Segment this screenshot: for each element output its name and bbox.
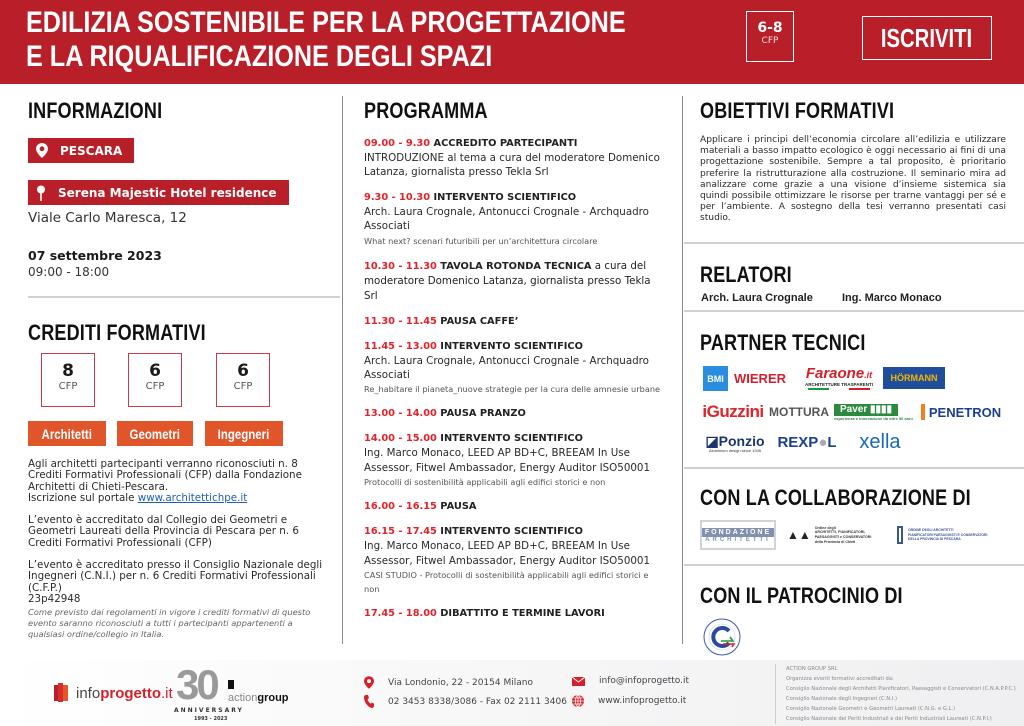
credit-box-ingegneri [216,353,270,407]
collaborazione-separator [684,564,1024,566]
logo-faraone: Faraone.it ARCHITETTURE TRASPARENTI [793,364,885,392]
program-title: PAUSA [440,501,477,513]
program-speaker: Ing. Marco Monaco, LEED AP BD+C, BREEAM In Use Assessor, Fitwel Ambassador, Energy Auditor ISO50001 [364,447,651,474]
program-item-header [364,500,664,514]
brand1-prefix: info [76,684,101,702]
event-hours: 09:00 - 18:00 [28,265,110,279]
company-line: Consiglio Nazionale degli Architetti Pianificatori, Paesaggisti e Conservatori (C.N.A.P.P.C.) [786,686,1016,692]
city-name: PESCARA [60,143,123,158]
program-title: INTERVENTO SCIENTIFICO [440,340,583,352]
credits-architetti-text [28,459,328,505]
profession-architetti [28,421,106,446]
program-item-header [364,137,664,151]
program-speaker: Ing. Marco Monaco, LEED AP BD+C, BREEAM In Use Assessor, Fitwel Ambassador, Energy Auditor ISO50001 [364,540,651,567]
program-time: 11.30 - 11.45 [364,315,437,327]
website-text: www.infoprogetto.it [598,696,687,706]
obiettivi-separator [684,242,1024,244]
program-item [364,500,664,514]
program-item [364,607,664,621]
program-speaker: Arch. Laura Crognale, Antonucci Crognale - Archquadro Associati [364,205,649,233]
anniversary-label: ANNIVERSARY [174,707,244,714]
program-time: 09.00 - 9.30 [364,138,431,149]
partner-separator [684,467,1024,469]
program-topic: What next? scenari futuribili per un’architettura circolare [364,235,598,246]
relatore-name: Arch. Laura Crognale [701,292,813,304]
infoprogetto-logo [52,682,173,704]
phone-icon [364,695,374,708]
company-line: Consiglio Nazionale degli Ingegneri (C.N.I.) [786,696,898,702]
program-topic: CASI STUDIO - Protocolli di sostenibilità applicabili agli edifici storici e non [364,570,649,595]
action-group-info [775,664,1016,724]
logo-hormann: HÖRMANN [883,367,945,389]
program-item [364,525,664,596]
programma-heading: PROGRAMMA [364,98,488,123]
obiettivi-text: Applicare i principi dell’economia circolare all’edilizia e utilizzare materiali a basso impatto ecologico è oggi necessario ai fini di una progettazione sostenibile. Sempre a tal proposito, è prioritario preferire la ristrutturazione alla costruzione. Il seminario mira ad analizzare come grazie a una visione d’insieme sistemica sia quindi possibile ottimizzare le risorse per trarne vantaggi per sé e per l’ambiente. A sostegno della tesi verranno presentati casi studio. [700,135,1006,224]
event-title [26,6,626,74]
program-item [364,137,664,180]
logo-fondazione-architetti [700,520,776,550]
company-line: Consiglio Nazionale dei Periti Industriali e dei Periti Industriali Laureati (C.N.P.I.) [786,716,992,722]
program-title: PAUSA PRANZO [440,408,526,420]
collaborazione-heading: CON LA COLLABORAZIONE DI [700,485,971,510]
obiettivi-heading: OBIETTIVI FORMATIVI [700,98,895,123]
program-item-header [364,525,664,539]
logo-ordine-pescara [897,524,1012,546]
location-pin-icon [36,143,48,158]
info-heading: INFORMAZIONI [28,98,163,123]
credit-value: 8 [62,361,74,381]
fondazione-line1: FONDAZIONE [702,528,774,537]
column-divider-1 [342,96,343,644]
location-pin-icon [364,676,374,689]
email-text: info@infoprogetto.it [599,676,690,686]
program-time: 10.30 - 11.30 [364,260,437,272]
cfp-unit: CFP [761,36,779,46]
profession-label: Architetti [41,425,93,442]
program-item-header [364,259,664,304]
venue-tag [28,180,289,205]
program-item [364,315,664,329]
profession-label: Ingegneri [218,425,270,442]
program-speaker: Arch. Laura Crognale, Antonucci Crognale - Archquadro Associati [364,354,649,382]
program-time: 14.00 - 15.00 [364,433,437,445]
footer-phone [364,695,567,708]
patrocinio-seal-logo [701,617,743,657]
column-divider-2 [682,96,683,644]
program-item-header [364,407,664,421]
program-title: PAUSA CAFFE’ [440,315,519,327]
program-title-suffix: a cura del moderatore Domenico Latanza, giornalista presso Tekla Srl [364,259,651,302]
credit-value: 6 [237,361,249,381]
logo-penetron: PENETRON [918,401,1004,423]
infoprogetto-mark-icon [52,682,70,704]
program-item-header [364,191,664,205]
city-tag [28,138,134,163]
credits-geometri-text: L’evento è accreditato dal Collegio dei Geometri e Geometri Laureati della Provincia di Pescara per n. 6 Crediti Formativi Professionali (CFP) [28,514,299,549]
brand1-suffix: .it [161,684,173,702]
ingegneri-text: L’evento è accreditato presso il Consiglio Nazionale degli Ingegneri (C.N.I.) per n. 6 Crediti Formativi Professionali (C.F.P.) [28,559,323,594]
pescara-line: ORDINE DEGLI ARCHITETTI [908,528,954,533]
profession-ingegneri [205,421,283,446]
patrocinio-heading: CON IL PATROCINIO DI [700,583,903,608]
portal-prefix: Iscrizione sul portale [28,492,138,505]
program-time: 9.30 - 10.30 [364,191,431,203]
brand2-light: action [228,692,258,704]
pushpin-icon [36,185,46,201]
header-banner [0,0,1024,84]
chieti-line: Ordine degli [814,525,836,530]
chieti-line: PAESAGGISTI e CONSERVATORI [814,535,872,539]
profession-label: Geometri [129,425,181,442]
company-line: ACTION GROUP SRL [786,666,838,672]
relatore-name: Ing. Marco Monaco [842,292,942,304]
credits-ingegneri-text [28,560,328,606]
phone-text: 02 3453 8338/3086 - Fax 02 2111 3406 [388,696,567,707]
program-item [364,259,664,304]
logo-ordine-chieti: ▲▲ Ordine degli ARCHITETTI, PIANIFICATORI, PAESAGGISTI e CONSERVATORI della Provincia di Chieti [787,525,872,544]
program-item-header [364,432,664,446]
brand1-main: progetto [100,684,162,702]
footer-address [364,676,533,689]
credits-heading: CREDITI FORMATIVI [28,320,206,345]
credit-unit: CFP [233,381,253,392]
program-item [364,407,664,421]
relatori-separator [684,310,1024,312]
program-title: INTERVENTO SCIENTIFICO [433,191,577,203]
credit-unit: CFP [145,381,165,392]
mail-icon [572,677,585,686]
cfp-range: 6-8 [757,20,783,36]
anniversary-years: 1993 - 2023 [194,716,228,722]
program-item [364,432,664,489]
credit-value: 6 [149,361,161,381]
venue-address: Viale Carlo Maresca, 12 [28,210,187,226]
footer-website[interactable] [572,695,686,707]
program-list [364,137,664,632]
anniversary-number: 30 [176,661,217,708]
company-line: Organizza eventi formativi accreditati da: [786,676,894,682]
logo-mottura: MOTTURA [769,405,829,419]
logo-rexpol: REXP ● L [777,433,837,451]
logo-ponzio: ◪Ponzio Aluminium design since 1945 [705,432,765,453]
pescara-line: DELLA PROVINCIA DI PESCARA [908,537,961,542]
program-title: TAVOLA ROTONDA TECNICA [440,260,592,272]
portal-link[interactable]: www.architettichpe.it [137,492,248,505]
program-speaker: INTRODUZIONE al tema a cura del moderatore Domenico Latanza, giornalista presso Tekla Srl [364,152,660,179]
program-time: 13.00 - 14.00 [364,408,437,420]
program-title: INTERVENTO SCIENTIFICO [440,526,583,538]
credit-box-geometri [128,353,182,407]
iscriviti-button[interactable] [862,16,992,60]
iscriviti-label: ISCRIVITI [881,22,973,53]
footer-email[interactable] [572,676,689,686]
program-item [364,340,664,397]
program-time: 16.00 - 16.15 [364,501,437,513]
anniversary-logo [174,661,292,726]
program-time: 16.15 - 17.45 [364,526,437,538]
cfp-badge [746,11,794,62]
ponzio-tagline: Aluminium design since 1945 [708,447,762,453]
program-item [364,191,664,248]
program-time: 11.45 - 13.00 [364,340,437,352]
program-time: 17.45 - 18.00 [364,608,437,620]
cni-code: 23p42948 [28,593,81,606]
fondazione-line2: ARCHITETTI [705,536,771,543]
partner-heading: PARTNER TECNICI [700,330,866,355]
venue-name: Serena Majestic Hotel residence [58,185,277,200]
logo-bmi: BMI [703,366,728,391]
program-title: INTERVENTO SCIENTIFICO [440,433,583,445]
pescara-line: PIANIFICATORI PAESAGGISTI E CONSERVATORI [908,532,988,537]
credit-unit: CFP [58,381,78,392]
credit-box-architetti [41,353,95,407]
logo-wierer: WIERER [734,371,786,386]
logo-xella: xella [859,430,901,453]
program-item-header [364,315,664,329]
title-line-1: EDILIZIA SOSTENIBILE PER LA PROGETTAZIONE [26,6,626,39]
title-line-2: E LA RIQUALIFICAZIONE DEGLI SPAZI [26,40,493,73]
program-title: DIBATTITO E TERMINE LAVORI [440,608,605,620]
program-title: ACCREDITO PARTECIPANTI [433,138,578,149]
logo-paver: Paver ▮▮▮▮ esperienza e innovazione da oltre 50 anni [834,403,913,421]
program-item-header [364,340,664,354]
faraone-tagline: ARCHITETTURE TRASPARENTI [805,381,873,387]
program-topic: Re_habitare il pianeta_nuove strategie per la cura delle amnesie urbane [364,384,661,395]
chieti-line: ARCHITETTI, PIANIFICATORI, [814,530,866,535]
company-line: Consiglio Nazionale Geometri e Geometri Laureati (C.N.G. e G.L.) [786,706,956,712]
program-item-header [364,607,664,621]
event-date: 07 settembre 2023 [28,248,162,263]
info-separator [28,296,340,298]
credits-note: Come previsto dai regolamenti in vigore i crediti formativi di questo evento saranno riconosciuti a tutti i partecipanti appartenenti a qualsiasi ordine/collegio in Italia. [28,607,311,639]
logo-iguzzini: iGuzzini [702,402,764,421]
address-text: Via Londonio, 22 - 20154 Milano [388,677,533,688]
architetti-text: Agli architetti partecipanti verranno riconosciuti n. 8 Crediti Formativi Professionali (CFP) dalla Fondazione Architetti di Chieti-Pescara. [28,458,302,493]
program-topic: Protocolli di sostenibilità applicabili agli edifici storici e non [364,477,606,488]
brand2-bold: group [257,692,289,704]
relatori-heading: RELATORI [700,262,792,287]
chieti-line: della Provincia di Chieti [814,539,856,544]
globe-icon [572,695,584,707]
profession-geometri [117,421,193,446]
